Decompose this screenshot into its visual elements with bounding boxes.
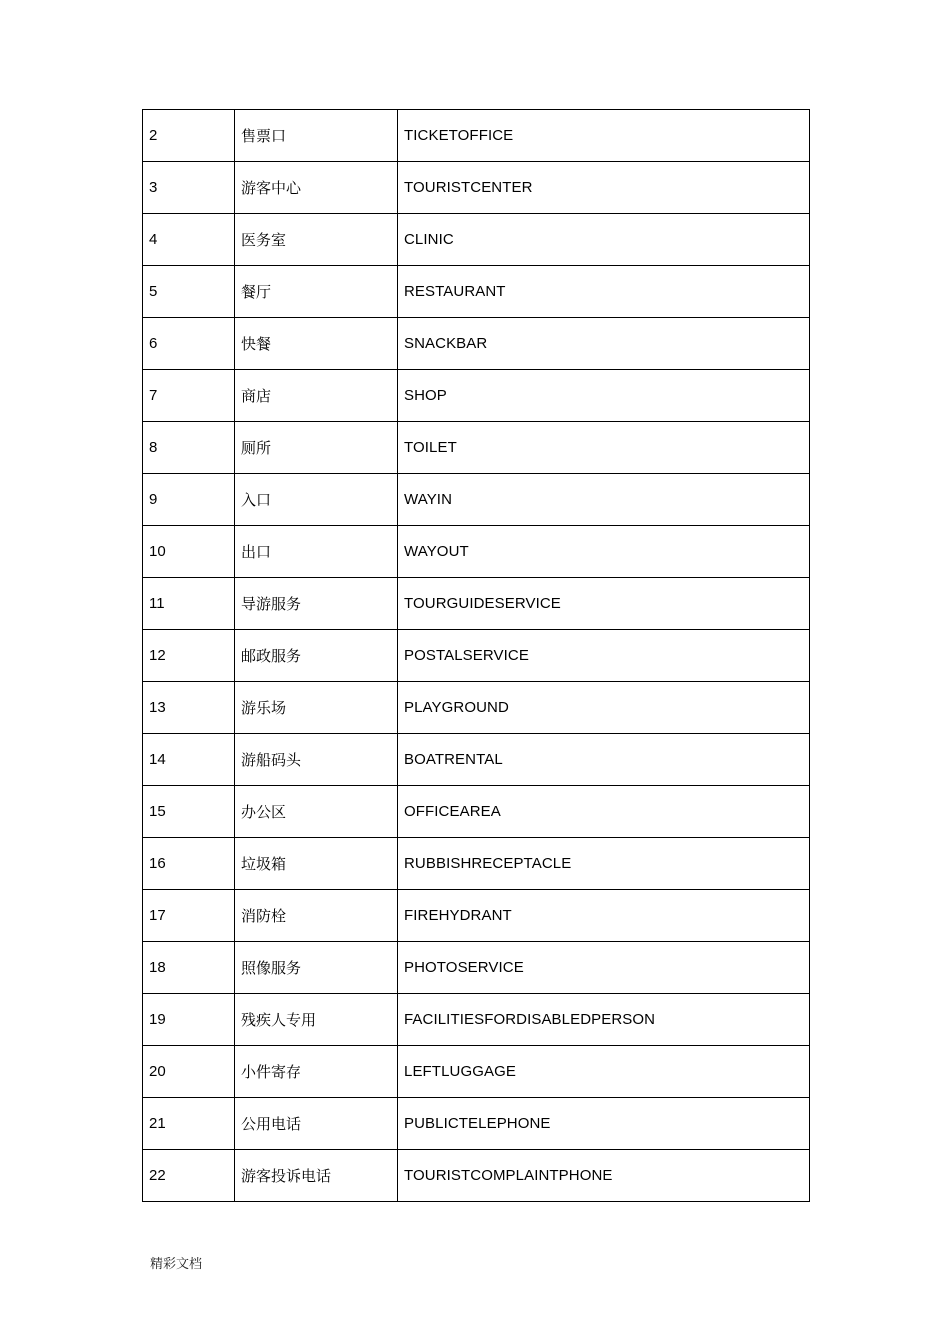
table-row (143, 994, 810, 1046)
english-term: OFFICEAREA (398, 786, 810, 838)
chinese-term: 消防栓 (235, 890, 398, 942)
sign-terms-table-body (143, 110, 810, 1202)
table-row (143, 266, 810, 318)
row-number: 17 (143, 890, 235, 942)
english-term: CLINIC (398, 214, 810, 266)
english-term: FIREHYDRANT (398, 890, 810, 942)
english-term: TOURGUIDESERVICE (398, 578, 810, 630)
table-row (143, 526, 810, 578)
sign-terms-table (142, 109, 810, 1202)
chinese-term: 邮政服务 (235, 630, 398, 682)
table-row (143, 838, 810, 890)
chinese-term: 照像服务 (235, 942, 398, 994)
chinese-term: 残疾人专用 (235, 994, 398, 1046)
table-row (143, 630, 810, 682)
chinese-term: 游船码头 (235, 734, 398, 786)
table-row (143, 214, 810, 266)
table-row (143, 1150, 810, 1202)
table-row (143, 370, 810, 422)
footer-note: 精彩文档 (150, 1257, 203, 1272)
english-term: LEFTLUGGAGE (398, 1046, 810, 1098)
table-row (143, 942, 810, 994)
row-number: 12 (143, 630, 235, 682)
row-number: 11 (143, 578, 235, 630)
table-row (143, 734, 810, 786)
chinese-term: 垃圾箱 (235, 838, 398, 890)
chinese-term: 餐厅 (235, 266, 398, 318)
row-number: 2 (143, 110, 235, 162)
table-row (143, 578, 810, 630)
chinese-term: 游客投诉电话 (235, 1150, 398, 1202)
english-term: SNACKBAR (398, 318, 810, 370)
table-row (143, 110, 810, 162)
chinese-term: 办公区 (235, 786, 398, 838)
chinese-term: 医务室 (235, 214, 398, 266)
row-number: 21 (143, 1098, 235, 1150)
row-number: 13 (143, 682, 235, 734)
english-term: RUBBISHRECEPTACLE (398, 838, 810, 890)
english-term: TOILET (398, 422, 810, 474)
row-number: 10 (143, 526, 235, 578)
table-row (143, 1098, 810, 1150)
table-row (143, 1046, 810, 1098)
english-term: TOURISTCOMPLAINTPHONE (398, 1150, 810, 1202)
table-row (143, 474, 810, 526)
chinese-term: 售票口 (235, 110, 398, 162)
row-number: 22 (143, 1150, 235, 1202)
row-number: 15 (143, 786, 235, 838)
table-row (143, 162, 810, 214)
row-number: 16 (143, 838, 235, 890)
table-row (143, 682, 810, 734)
chinese-term: 厕所 (235, 422, 398, 474)
chinese-term: 公用电话 (235, 1098, 398, 1150)
table-row (143, 890, 810, 942)
english-term: SHOP (398, 370, 810, 422)
chinese-term: 入口 (235, 474, 398, 526)
table-row (143, 786, 810, 838)
english-term: POSTALSERVICE (398, 630, 810, 682)
chinese-term: 小件寄存 (235, 1046, 398, 1098)
row-number: 5 (143, 266, 235, 318)
english-term: PUBLICTELEPHONE (398, 1098, 810, 1150)
row-number: 19 (143, 994, 235, 1046)
table-row (143, 422, 810, 474)
chinese-term: 游客中心 (235, 162, 398, 214)
english-term: TICKETOFFICE (398, 110, 810, 162)
chinese-term: 商店 (235, 370, 398, 422)
english-term: WAYOUT (398, 526, 810, 578)
row-number: 8 (143, 422, 235, 474)
row-number: 14 (143, 734, 235, 786)
row-number: 9 (143, 474, 235, 526)
row-number: 20 (143, 1046, 235, 1098)
chinese-term: 导游服务 (235, 578, 398, 630)
chinese-term: 游乐场 (235, 682, 398, 734)
english-term: PHOTOSERVICE (398, 942, 810, 994)
row-number: 18 (143, 942, 235, 994)
row-number: 4 (143, 214, 235, 266)
row-number: 3 (143, 162, 235, 214)
row-number: 7 (143, 370, 235, 422)
english-term: RESTAURANT (398, 266, 810, 318)
table-row (143, 318, 810, 370)
english-term: PLAYGROUND (398, 682, 810, 734)
chinese-term: 快餐 (235, 318, 398, 370)
english-term: BOATRENTAL (398, 734, 810, 786)
english-term: TOURISTCENTER (398, 162, 810, 214)
row-number: 6 (143, 318, 235, 370)
english-term: WAYIN (398, 474, 810, 526)
chinese-term: 出口 (235, 526, 398, 578)
english-term: FACILITIESFORDISABLEDPERSON (398, 994, 810, 1046)
